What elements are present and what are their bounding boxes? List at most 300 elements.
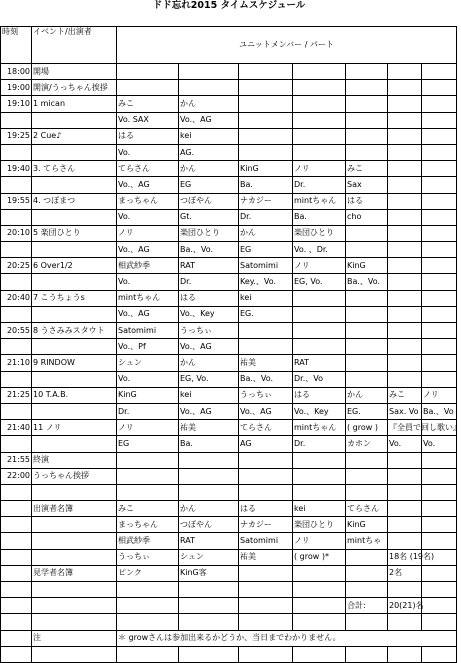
time-cell: 21:40 (1, 420, 32, 436)
member-cell (239, 614, 293, 630)
member-cell (346, 112, 388, 128)
header-time: 時刻 (1, 27, 32, 64)
event-cell: 開演/うっちゃん挨拶 (32, 80, 117, 96)
member-cell (388, 242, 422, 258)
table-row (1, 517, 457, 533)
member-cell (239, 582, 293, 598)
table-row (1, 80, 457, 96)
member-cell (179, 614, 239, 630)
table-row (1, 96, 457, 112)
table-row (1, 420, 457, 436)
member-cell (388, 371, 422, 387)
member-cell: mintちゃん (293, 193, 346, 209)
member-cell: Sax. Vo (388, 403, 422, 419)
time-cell (1, 112, 32, 128)
member-cell: mintちゃん (117, 290, 179, 306)
member-cell (422, 128, 457, 144)
member-cell: Dr. (179, 274, 239, 290)
member-cell: うっちぃ (117, 549, 179, 565)
member-cell: EG. (239, 306, 293, 322)
member-cell: Vo. 、Dr. (293, 242, 346, 258)
member-cell: ノリ (293, 533, 346, 549)
member-cell (293, 598, 346, 614)
time-cell (1, 646, 32, 662)
member-cell: うっちぃ (179, 323, 239, 339)
table-row (1, 436, 457, 452)
header-row (1, 27, 457, 64)
table-row (1, 355, 457, 371)
member-cell: mintちゃ (346, 533, 388, 549)
event-cell (32, 484, 117, 500)
member-cell (388, 290, 422, 306)
member-cell: Ba.、Vo. (179, 242, 239, 258)
member-cell: EG (179, 177, 239, 193)
member-cell: KinG (346, 517, 388, 533)
member-cell (293, 614, 346, 630)
event-cell: 2 Cue♪ (32, 128, 117, 144)
member-cell (293, 339, 346, 355)
member-cell (239, 565, 293, 581)
time-cell (1, 144, 32, 160)
member-cell (117, 598, 179, 614)
event-cell (32, 177, 117, 193)
member-cell: 楽団ひとり (293, 517, 346, 533)
member-cell: Vo.、Pf (117, 339, 179, 355)
member-cell: てらさん (346, 501, 388, 517)
event-cell (32, 436, 117, 452)
member-cell (179, 468, 239, 484)
member-cell (239, 80, 293, 96)
member-cell: Vo. (117, 371, 179, 387)
event-cell: 11 ノリ (32, 420, 117, 436)
event-cell (32, 517, 117, 533)
member-cell (239, 96, 293, 112)
member-cell (422, 598, 457, 614)
member-cell (346, 144, 388, 160)
member-cell (388, 96, 422, 112)
member-cell: Vo.、AG (179, 112, 239, 128)
time-cell (1, 403, 32, 419)
member-cell (346, 242, 388, 258)
time-cell: 19:25 (1, 128, 32, 144)
member-cell: ノリ (293, 161, 346, 177)
member-cell (179, 582, 239, 598)
member-cell: Dr.、Vo (293, 371, 346, 387)
table-row (1, 533, 457, 549)
member-cell (388, 323, 422, 339)
member-cell (388, 193, 422, 209)
member-cell (422, 290, 457, 306)
member-cell (388, 225, 422, 241)
table-row (1, 128, 457, 144)
member-cell (179, 598, 239, 614)
member-cell: みこ (388, 387, 422, 403)
member-cell (422, 517, 457, 533)
event-cell: 3. てらさん (32, 161, 117, 177)
member-cell (239, 646, 293, 662)
member-cell: kei (179, 128, 239, 144)
event-cell: 出演者名簿 (32, 501, 117, 517)
event-cell: うっちゃん挨拶 (32, 468, 117, 484)
member-cell: かん (179, 501, 239, 517)
member-cell (422, 468, 457, 484)
member-cell: KinG (117, 387, 179, 403)
member-cell: 祐美 (179, 420, 239, 436)
member-cell: Vo.、AG (179, 403, 239, 419)
member-cell: Vo. SAX (117, 112, 179, 128)
member-cell: Vo. (117, 209, 179, 225)
member-cell (293, 306, 346, 322)
table-row (1, 112, 457, 128)
member-cell: Key.、Vo. (239, 274, 293, 290)
member-cell: かん (179, 355, 239, 371)
member-cell (179, 484, 239, 500)
member-cell (293, 64, 346, 80)
table-row (1, 582, 457, 598)
member-cell (117, 582, 179, 598)
member-cell (239, 452, 293, 468)
time-cell: 21:10 (1, 355, 32, 371)
table-row (1, 371, 457, 387)
member-cell (346, 64, 388, 80)
member-cell: RAT (293, 355, 346, 371)
time-cell (1, 630, 32, 646)
member-cell (422, 306, 457, 322)
table-row (1, 630, 457, 646)
member-cell: EG. (346, 403, 388, 419)
member-cell (422, 209, 457, 225)
member-cell (293, 323, 346, 339)
member-cell (388, 517, 422, 533)
member-cell (239, 112, 293, 128)
member-cell (179, 452, 239, 468)
member-cell (346, 646, 388, 662)
table-row (1, 177, 457, 193)
member-cell: はる (293, 387, 346, 403)
event-cell (32, 533, 117, 549)
member-cell: みこ (346, 161, 388, 177)
time-cell: 19:10 (1, 96, 32, 112)
member-cell (346, 355, 388, 371)
member-cell (422, 161, 457, 177)
event-cell: 9 RINDOW (32, 355, 117, 371)
member-cell: かん (239, 225, 293, 241)
member-cell (346, 452, 388, 468)
event-cell (32, 646, 117, 662)
member-cell (117, 614, 179, 630)
member-cell: Ba.、Vo (422, 403, 457, 419)
time-cell (1, 242, 32, 258)
member-cell (422, 484, 457, 500)
member-cell: はる (179, 290, 239, 306)
member-cell (422, 565, 457, 581)
member-cell (117, 484, 179, 500)
member-cell (388, 177, 422, 193)
member-cell: 祐美 (239, 355, 293, 371)
time-cell (1, 339, 32, 355)
member-cell: Vo.、AG (117, 306, 179, 322)
member-cell (346, 339, 388, 355)
member-cell (422, 177, 457, 193)
event-cell: 6 Over1/2 (32, 258, 117, 274)
header-members: ユニットメンバー / パート (117, 27, 457, 64)
table-row (1, 306, 457, 322)
member-cell: ナカジー (239, 193, 293, 209)
member-cell (346, 565, 388, 581)
time-cell (1, 306, 32, 322)
member-cell (422, 112, 457, 128)
schedule-body (1, 27, 461, 663)
member-cell: まっちゃん (117, 517, 179, 533)
member-cell: ピンク (117, 565, 179, 581)
time-cell (1, 533, 32, 549)
member-cell (239, 128, 293, 144)
member-cell: kei (179, 387, 239, 403)
member-cell: Sax (346, 177, 388, 193)
table-row (1, 323, 457, 339)
member-cell (293, 468, 346, 484)
table-row (1, 144, 457, 160)
member-cell (346, 484, 388, 500)
member-cell: RAT (179, 533, 239, 549)
time-cell: 20:55 (1, 323, 32, 339)
member-cell: ノリ (117, 420, 179, 436)
member-cell (388, 484, 422, 500)
time-cell: 19:55 (1, 193, 32, 209)
time-cell: 20:25 (1, 258, 32, 274)
member-cell (117, 80, 179, 96)
table-row (1, 225, 457, 241)
member-cell: 相武紗季 (117, 533, 179, 549)
event-cell: 8 うさみみスタウト (32, 323, 117, 339)
member-cell: かん (346, 387, 388, 403)
table-row (1, 258, 457, 274)
member-cell: Vo.、AG (179, 339, 239, 355)
member-cell (388, 501, 422, 517)
member-cell: Vo.、Key (293, 403, 346, 419)
member-cell (179, 646, 239, 662)
member-cell (388, 80, 422, 96)
member-cell (422, 80, 457, 96)
member-cell (346, 582, 388, 598)
member-cell (388, 468, 422, 484)
event-cell (32, 242, 117, 258)
member-cell (422, 193, 457, 209)
member-cell (422, 225, 457, 241)
event-cell (32, 339, 117, 355)
time-cell (1, 565, 32, 581)
time-cell: 20:10 (1, 225, 32, 241)
event-cell: 1 mican (32, 96, 117, 112)
member-cell (422, 452, 457, 468)
time-cell (1, 582, 32, 598)
member-cell (346, 323, 388, 339)
member-cell: KinG (239, 161, 293, 177)
member-cell (388, 339, 422, 355)
member-cell (293, 144, 346, 160)
member-cell (388, 209, 422, 225)
table-row (1, 274, 457, 290)
member-cell: 20(21)名 (388, 598, 422, 614)
member-cell: ナカジー (239, 517, 293, 533)
event-cell (32, 112, 117, 128)
table-row (1, 161, 457, 177)
event-cell (32, 371, 117, 387)
member-cell: はる (346, 193, 388, 209)
table-row (1, 193, 457, 209)
member-cell: RAT (179, 258, 239, 274)
member-cell (388, 274, 422, 290)
event-cell: 見学者名簿 (32, 565, 117, 581)
member-cell (422, 96, 457, 112)
member-cell: mintちゃん (293, 420, 346, 436)
table-row (1, 468, 457, 484)
member-cell (346, 290, 388, 306)
member-cell: シュン (179, 549, 239, 565)
member-cell: かん (179, 161, 239, 177)
member-cell (293, 80, 346, 96)
time-cell (1, 436, 32, 452)
time-cell (1, 209, 32, 225)
time-cell: 18:00 (1, 64, 32, 80)
member-cell: つぼやん (179, 193, 239, 209)
event-cell (32, 582, 117, 598)
member-cell: kei (239, 290, 293, 306)
member-cell: Satomimi (117, 323, 179, 339)
member-cell: ( grow ) (346, 420, 388, 436)
event-cell (32, 403, 117, 419)
event-cell: 10 T.A.B. (32, 387, 117, 403)
member-cell (422, 533, 457, 549)
member-cell: KinG客 (179, 565, 239, 581)
time-cell (1, 177, 32, 193)
member-cell: 祐美 (239, 549, 293, 565)
member-cell (388, 161, 422, 177)
member-cell (346, 128, 388, 144)
member-cell (293, 484, 346, 500)
member-cell (422, 274, 457, 290)
member-cell (422, 501, 457, 517)
table-row (1, 64, 457, 80)
member-cell: Dr. (293, 177, 346, 193)
time-cell: 20:40 (1, 290, 32, 306)
member-cell: Vo.、AG (117, 242, 179, 258)
member-cell (346, 549, 388, 565)
time-cell (1, 501, 32, 517)
member-cell: Gt. (179, 209, 239, 225)
member-cell (388, 614, 422, 630)
table-row (1, 484, 457, 500)
time-cell (1, 274, 32, 290)
member-cell (293, 582, 346, 598)
event-cell (32, 614, 117, 630)
member-cell: Vo.、AG (239, 403, 293, 419)
time-cell (1, 598, 32, 614)
member-cell (422, 339, 457, 355)
member-cell (293, 290, 346, 306)
member-cell (293, 96, 346, 112)
member-cell (239, 598, 293, 614)
event-cell (32, 549, 117, 565)
member-cell (346, 80, 388, 96)
page-title: ドド忘れ2015 タイムスケジュール (152, 0, 306, 11)
member-cell (422, 646, 457, 662)
member-cell (422, 242, 457, 258)
time-cell: 22:00 (1, 468, 32, 484)
member-cell (346, 96, 388, 112)
member-cell: Dr. (239, 209, 293, 225)
member-cell: つぼやん (179, 517, 239, 533)
member-cell (422, 258, 457, 274)
table-row (1, 290, 457, 306)
member-cell (239, 144, 293, 160)
member-cell: 合計: (346, 598, 388, 614)
member-cell: はる (117, 128, 179, 144)
time-cell (1, 484, 32, 500)
member-cell (179, 64, 239, 80)
member-cell: Vo.、Key (179, 306, 239, 322)
member-cell: AG. (179, 144, 239, 160)
member-cell: Satomimi (239, 533, 293, 549)
table-row (1, 501, 457, 517)
table-row (1, 598, 457, 614)
member-cell: EG, Vo. (179, 371, 239, 387)
member-cell (422, 355, 457, 371)
member-cell: Vo. (117, 274, 179, 290)
member-cell: てらさん (117, 161, 179, 177)
member-cell (422, 64, 457, 80)
member-cell (388, 582, 422, 598)
member-cell: ノリ (117, 225, 179, 241)
member-cell (422, 582, 457, 598)
member-cell (346, 306, 388, 322)
member-cell (422, 144, 457, 160)
member-cell (422, 323, 457, 339)
member-cell: シュン (117, 355, 179, 371)
schedule-table (0, 26, 461, 663)
member-cell: Ba. (293, 209, 346, 225)
member-cell: AG (239, 436, 293, 452)
table-row (1, 614, 457, 630)
event-cell (32, 144, 117, 160)
time-cell (1, 549, 32, 565)
member-cell (388, 533, 422, 549)
member-cell (293, 452, 346, 468)
member-cell: 18名 (19名) (388, 549, 422, 565)
member-cell: かん (179, 96, 239, 112)
member-cell (117, 452, 179, 468)
member-cell: みこ (117, 501, 179, 517)
member-cell: ( grow )* (293, 549, 346, 565)
member-cell (346, 225, 388, 241)
table-row (1, 209, 457, 225)
member-cell: kei (293, 501, 346, 517)
table-row (1, 403, 457, 419)
member-cell: みこ (117, 96, 179, 112)
member-cell (239, 64, 293, 80)
event-cell (32, 209, 117, 225)
event-cell: 注 (32, 630, 117, 646)
member-cell: Satomimi (239, 258, 293, 274)
member-cell: 楽団ひとり (293, 225, 346, 241)
time-cell: 19:40 (1, 161, 32, 177)
member-cell (117, 468, 179, 484)
member-cell: カホン (346, 436, 388, 452)
member-cell (346, 614, 388, 630)
member-cell: てらさん (239, 420, 293, 436)
member-cell: 『全員で回し歌い』 (388, 420, 422, 436)
member-cell (388, 452, 422, 468)
